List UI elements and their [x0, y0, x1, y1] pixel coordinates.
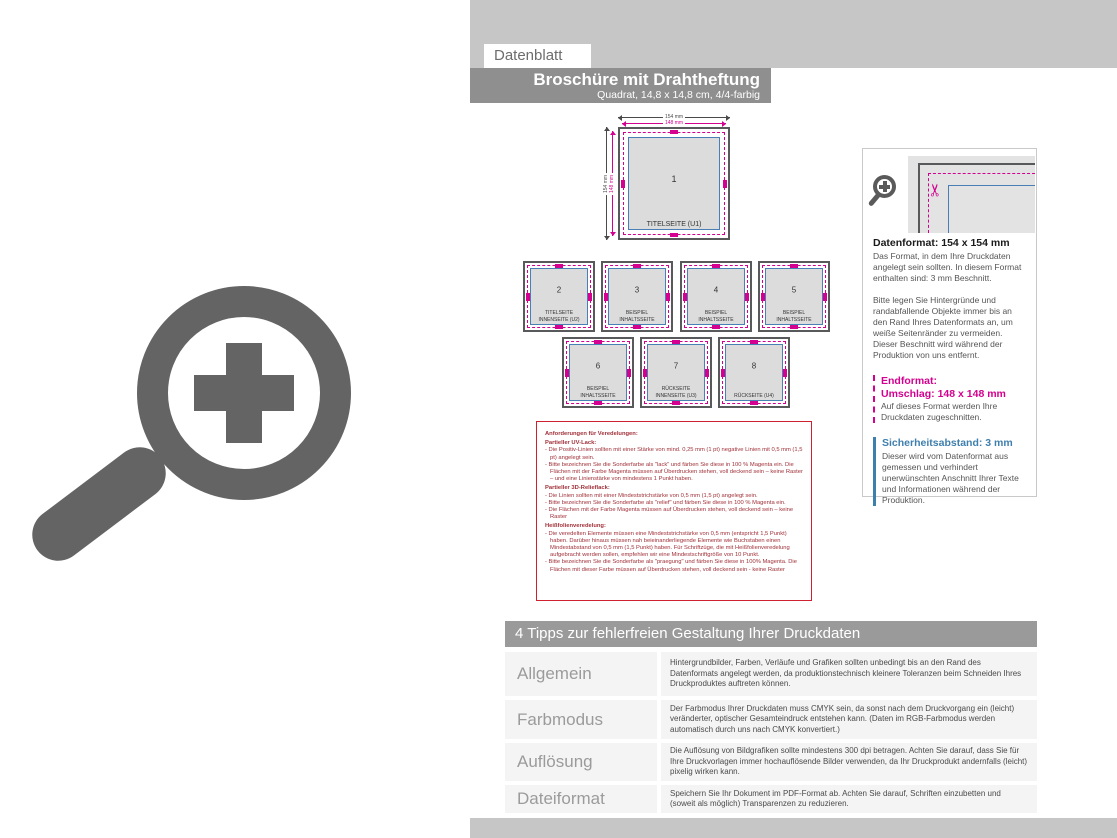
endformat-subtitle: Umschlag: 148 x 148 mm	[881, 388, 1006, 400]
safety-corner-line	[948, 185, 1035, 233]
page-thumbnail-2	[523, 261, 595, 332]
page-thumbnail-8	[718, 337, 790, 408]
page-title: Broschüre mit Drahtheftung	[533, 70, 760, 89]
endformat-title: Endformat:	[881, 375, 937, 387]
requirements-item: - Bitte bezeichnen Sie die Sonderfarbe als "praegung" und färben Sie diese in 100% Magenta. Die Flächen mit dieser Farbe müssen auf Überdrucken stehen, voll deckend sein - keine Raster	[545, 559, 797, 573]
requirements-subheading: Partieller 3D-Relieflack:	[545, 485, 610, 492]
requirements-heading: Anforderungen für Veredelungen:	[545, 431, 638, 437]
requirements-subheading: Heißfolienveredelung:	[545, 523, 606, 530]
tip-text-aufloesung: Die Auflösung von Bildgrafiken sollte mindestens 300 dpi betragen. Achten Sie darauf, dass Sie für Ihre Druckvorlagen immer hochauflösende Bilder verwenden, da Ihr Druckprodukt andernfalls (leicht) pixelig wirken kann.	[661, 743, 1037, 781]
requirements-item: - Bitte bezeichnen Sie die Sonderfarbe als "lack" und färben Sie diese in 100 % Magenta ein. Die Flächen mit der Farbe Magenta müssen auf Überdrucken stehen, voll deckend sein – keine Raster – und eine Linienstärke von mindestens 1 Punkt haben.	[545, 461, 803, 483]
page-number: 1	[671, 174, 677, 185]
page-subtitle: Quadrat, 14,8 x 14,8 cm, 4/4-farbig	[597, 89, 760, 101]
sicherheitsabstand-title: Sicherheitsabstand: 3 mm	[882, 437, 1013, 449]
format-info-text	[873, 237, 1028, 506]
page-thumbnail-7	[640, 337, 712, 408]
endformat-paragraph: Auf dieses Format werden Ihre Druckdaten zugeschnitten.	[881, 401, 998, 422]
sicherheitsabstand-paragraph: Dieser wird vom Datenformat aus gemessen und verhindert unerwünschten Anschnitt Ihrer Texte und Informationen während der Produktion.	[882, 451, 1019, 505]
dimension-label: 154 mm	[664, 114, 684, 120]
corner-detail-image	[908, 156, 1035, 233]
page-caption: BEISPIEL INHALTSSEITE	[776, 310, 812, 323]
magnifier-handle	[22, 437, 176, 571]
page-bottom-band	[470, 818, 1117, 838]
tip-label-aufloesung: Auflösung	[505, 743, 657, 781]
page-caption: TITELSEITE (U1)	[646, 220, 702, 228]
page-number: 7	[673, 361, 679, 371]
page-number: 3	[634, 285, 640, 295]
dimension-label: 154 mm	[603, 174, 609, 193]
requirements-item: - Die Linien sollten mit einer Mindeststrichstärke von 0,5 mm (1,5 pt) angelegt sein.	[545, 492, 758, 499]
requirements-item: - Die Positiv-Linien sollten mit einer Stärke von mind. 0,25 mm (1 pt) negative Linien mit 0,5 mm (1,5 pt) angelegt sein.	[545, 447, 803, 461]
tip-label-farbmodus: Farbmodus	[505, 700, 657, 739]
endformat-block	[873, 375, 1028, 423]
format-info-panel	[862, 148, 1037, 505]
title-bar	[470, 68, 771, 103]
page-caption: BEISPIEL INHALTSSEITE	[619, 310, 655, 323]
dimension-height-outer	[603, 127, 609, 240]
page-number: 5	[791, 285, 797, 295]
page-caption: BEISPIEL INHALTSSEITE	[580, 386, 616, 399]
page-caption: BEISPIEL INHALTSSEITE	[698, 310, 734, 323]
page-number: 8	[751, 361, 757, 371]
datenformat-title: Datenformat: 154 x 154 mm	[873, 237, 1010, 249]
page-thumbnail-4	[680, 261, 752, 332]
dimension-width-outer	[618, 114, 730, 120]
tip-label-dateiformat: Dateiformat	[505, 785, 657, 813]
crop-mark	[670, 233, 678, 237]
requirements-item: - Die veredelten Elemente müssen eine Mindeststrichstärke von 0,5 mm (entspricht 1,5 Punkt) haben. Darüber hinaus müssen nah beieinanderliegende Elemente wie Buchstaben einen Mindestabstand von 0,5 mm (1,5 Punkt) haben. Für Schriftzüge, die mit Heißfolienveredelung aufgebracht werden sollen, empfehlen wir eine Mindestschriftgröße von 10 Punkt.	[545, 530, 790, 559]
finishing-requirements-box	[536, 421, 812, 601]
zoom-plus-icon	[137, 286, 377, 576]
crop-mark	[672, 401, 680, 405]
page-number: 6	[595, 361, 601, 371]
page-thumbnail-5	[758, 261, 830, 332]
dimension-width-inner	[622, 120, 726, 126]
crop-mark	[712, 325, 720, 329]
tip-text-dateiformat: Speichern Sie Ihr Dokument im PDF-Format ab. Achten Sie darauf, Schriften einzubetten und (soweit als möglich) Transparenzen zu reduzieren.	[661, 785, 1037, 813]
tip-text-farbmodus: Der Farbmodus Ihrer Druckdaten muss CMYK sein, da sonst nach dem Druckvorgang ein (leicht) veränderter, optischer Gesamteindruck entstehen kann. (Daten im RGB-Farbmodus werden automatisch durch uns nach CMYK konvertiert.)	[661, 700, 1037, 739]
datenformat-paragraph: Bitte legen Sie Hintergründe und randabfallende Objekte immer bis an den Rand Ihres Datenformats an, um weiße Seitenränder zu vermeiden. Dieser Beschnitt wird während der Produktion von uns entfernt.	[873, 295, 1013, 360]
crop-mark	[790, 325, 798, 329]
tip-text-allgemein: Hintergrundbilder, Farben, Verläufe und Grafiken sollten unbedingt bis an den Rand des Datenformats angelegt werden, da produktionstechnisch kleinere Toleranzen beim Schneiden Ihres Druckproduktes auftreten können.	[661, 652, 1037, 696]
crop-mark	[555, 325, 563, 329]
crop-mark	[633, 325, 641, 329]
tips-header: 4 Tipps zur fehlerfreien Gestaltung Ihrer Druckdaten	[505, 621, 1037, 647]
requirements-subheading: Partieller UV-Lack:	[545, 440, 597, 447]
crop-mark	[670, 130, 678, 134]
requirements-item: - Die Flächen mit der Farbe Magenta müssen auf Überdrucken stehen, voll deckend sein – keine Raster	[545, 507, 794, 521]
page-thumbnail-1	[618, 127, 730, 240]
requirements-item: - Bitte bezeichnen Sie die Sonderfarbe als "relief" und färben Sie diese in 100 % Magenta ein.	[545, 499, 786, 506]
plus-icon	[883, 181, 887, 192]
tip-label-allgemein: Allgemein	[505, 652, 657, 696]
crop-mark	[750, 401, 758, 405]
page-number: 4	[713, 285, 719, 295]
dimension-height-inner	[609, 131, 615, 236]
plus-icon	[226, 343, 262, 443]
dimension-label: 148 mm	[664, 120, 684, 126]
page-caption: RÜCKSEITE (U4)	[734, 392, 774, 399]
crop-mark	[594, 401, 602, 405]
scissors-icon: ✂	[926, 182, 946, 198]
page-number: 2	[556, 285, 562, 295]
page-thumbnail-3	[601, 261, 673, 332]
magnifier-small-icon	[873, 175, 903, 215]
dimension-label: 148 mm	[609, 174, 615, 193]
datenblatt-tab	[484, 44, 591, 68]
page-caption: TITELSEITE INNENSEITE (U2)	[538, 310, 580, 323]
datenblatt-tab-label: Datenblatt	[494, 47, 563, 64]
page-thumbnail-6	[562, 337, 634, 408]
datenformat-paragraph: Das Format, in dem Ihre Druckdaten angelegt sein sollten. In diesem Format enthalten sind: 3 mm Beschnitt.	[873, 251, 1022, 283]
sicherheitsabstand-block	[873, 437, 1028, 506]
page-caption: RÜCKSEITE INNENSEITE (U3)	[655, 386, 697, 399]
